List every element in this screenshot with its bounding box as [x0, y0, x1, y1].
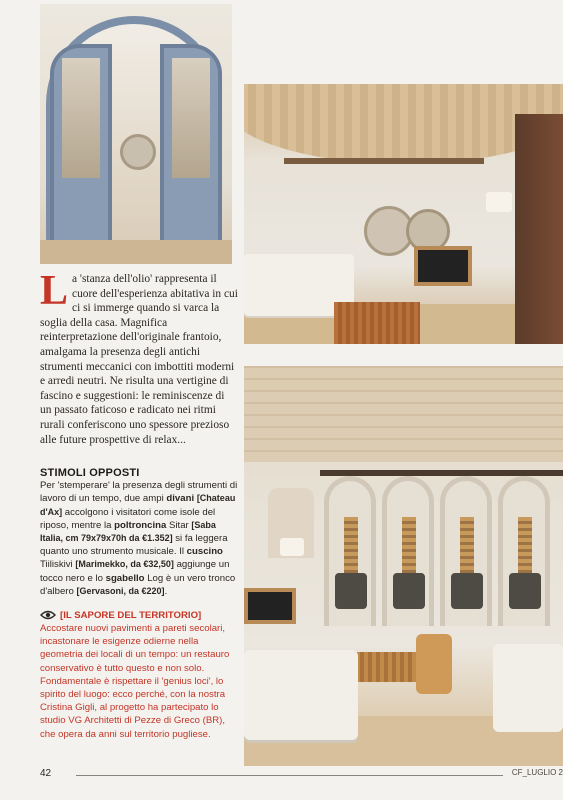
- armchair: [244, 588, 296, 624]
- eye-icon: [40, 610, 56, 620]
- sapore-heading: [IL SAPORE DEL TERRITORIO]: [40, 610, 238, 621]
- wooden-beam: [284, 158, 484, 164]
- olive-presses: [320, 470, 563, 620]
- photo-press-room: [244, 366, 563, 766]
- issue-label: CF_LUGLIO 2: [511, 768, 563, 777]
- section-body: Per 'stemperare' la presenza degli strumenti di lavoro di un tempo, due ampi divani [Chateau d'Ax] accolgono i visitatori come isole del riposo, mentre la poltroncina Sitar [Saba Italia, cm 79x79x70h da €1.352] si fa leggera quanto uno strumento musicale. Il cuscino Tiiliskivi [Marimekko, da €32,50] aggiunge un tocco nero e lo sgabello Log è un vero tronco d'albero [Gervasoni, da €220].: [40, 480, 238, 597]
- sapore-body: Accostare nuovi pavimenti a pareti secolari, incastonare le esigenze odierne nella geometria dei locali di un tempo: un restauro conservativo è tutto questo e non solo. Fondamentale è rispettare il 'genius loci', lo spirito del luogo: ecco perché, con la nostra Cristina Gigli, al progetto ha partecipato lo studio VG Architetti di Pezze di Greco (BR), che opera da anni sul territorio pugliese.: [40, 622, 230, 740]
- white-sofa: [493, 644, 563, 732]
- page-number: 42: [40, 768, 52, 779]
- striped-rug: [334, 302, 420, 344]
- page-footer: [40, 768, 563, 782]
- section-title: STIMOLI OPPOSTI: [40, 467, 140, 480]
- floor-lamp: [486, 192, 512, 212]
- log-stool: [416, 634, 452, 694]
- photo-arched-door: [40, 4, 232, 264]
- intro-paragraph: [40, 268, 238, 447]
- wooden-press: [515, 114, 563, 344]
- door-leaf-left: [50, 44, 112, 254]
- article-text: [40, 268, 238, 741]
- table-lamp: [280, 538, 304, 556]
- intro-text: a 'stanza dell'olio' rappresenta il cuore dell'esperienza abitativa in cui ci si immerge quando si varca la soglia della casa. Magnifica reinterpretazione dell'originale frantoio, amalgama la presenza degli antichi strumenti meccanici con imbottiti moderni e arredi neutri. Ne risulta una vertigine di fascino e suggestioni: le reminiscenze di un passato faticoso e radicato nei ritmi rurali conferiscono uno spessore prezioso alle future prospettive di relax...: [40, 273, 238, 446]
- armchair: [414, 246, 472, 286]
- drop-cap: L: [40, 268, 69, 314]
- millstone: [120, 134, 156, 170]
- footer-rule: [76, 775, 503, 776]
- floor: [40, 240, 232, 264]
- door-leaf-right: [160, 44, 222, 254]
- stone-wall: [244, 366, 563, 462]
- white-sofa: [244, 650, 358, 740]
- photo-vaulted-room: [244, 84, 563, 344]
